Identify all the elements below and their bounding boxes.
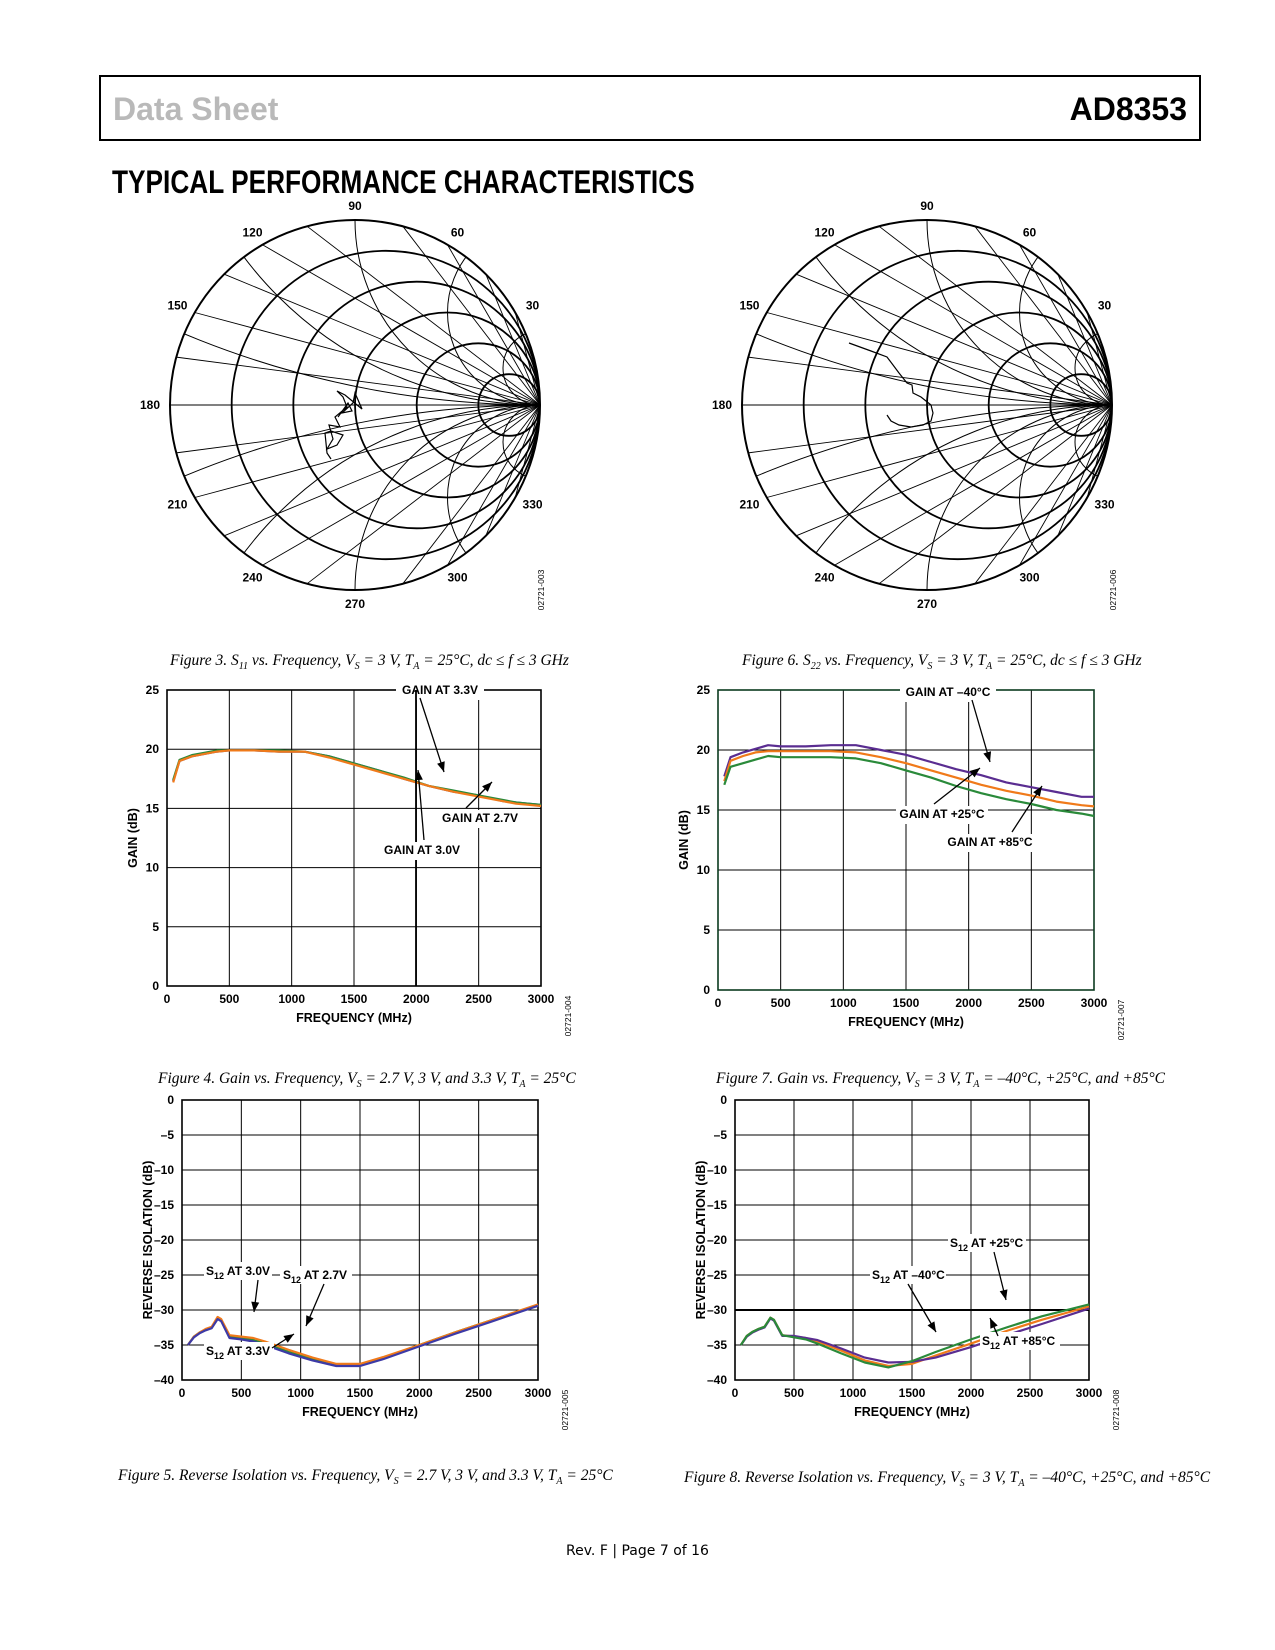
- series-line: [173, 750, 541, 804]
- fig5-caption: Figure 5. Reverse Isolation vs. Frequency, $V_S = 2.7$ V, 3 V, and 3.3 V, $T_A = 25^\circ C$: [118, 1467, 613, 1488]
- x-axis-label: FREQUENCY (MHz): [296, 1011, 412, 1025]
- smith-angle-label: 90: [348, 199, 362, 213]
- figure-code: 02721-004: [563, 995, 573, 1037]
- figure-code: 02721-003: [536, 569, 546, 611]
- x-tick-label: 2500: [465, 992, 493, 1006]
- annotation-gain-p25: GAIN AT +25°C: [899, 807, 985, 821]
- y-tick-label: –20: [706, 1233, 727, 1247]
- annotation-s12-2v7: $S_{12}$ AT 2.7V: [283, 1268, 348, 1285]
- x-tick-label: 1000: [287, 1386, 315, 1400]
- y-tick-label: 5: [703, 923, 710, 937]
- x-tick-label: 2500: [1017, 996, 1045, 1010]
- y-tick-label: –25: [706, 1268, 727, 1282]
- x-tick-label: 3000: [1075, 1386, 1103, 1400]
- y-tick-label: –20: [153, 1233, 174, 1247]
- annotation-gain-3v3: GAIN AT 3.3V: [401, 683, 479, 697]
- annotation-arrow-p25-head: [1000, 1289, 1008, 1300]
- figure-code: 02721-005: [560, 1389, 570, 1431]
- x-axis-label: FREQUENCY (MHz): [848, 1015, 964, 1029]
- x-tick-label: 1500: [340, 992, 368, 1006]
- page-header: [99, 75, 1201, 141]
- x-tick-label: 2500: [465, 1386, 493, 1400]
- y-tick-label: 10: [145, 860, 159, 875]
- fig3-smith-chart: [130, 200, 580, 630]
- y-tick-label: –5: [160, 1128, 174, 1142]
- y-tick-label: 10: [696, 863, 710, 877]
- x-tick-label: 2000: [405, 1386, 433, 1400]
- annotation-arrow-p85-head: [990, 1318, 998, 1329]
- x-axis-label: FREQUENCY (MHz): [854, 1405, 970, 1419]
- annotation-s12-3v3: $S_{12}$ AT 3.3V: [206, 1344, 271, 1361]
- x-tick-label: 0: [163, 992, 171, 1006]
- smith-angle-label: 120: [814, 225, 835, 240]
- annotation-s12-p85: $S_{12}$ AT +85°C: [982, 1334, 1056, 1351]
- y-tick-label: –10: [153, 1163, 174, 1177]
- smith-angle-line: [448, 245, 541, 405]
- fig6-caption: Figure 6. $S_{22}$ vs. Frequency, $V_S = 3$ V, $T_A = 25^\circ C$, dc ≤ f ≤ 3 GHz: [742, 652, 1142, 673]
- annotation-s12-p25: $S_{12}$ AT +25°C: [950, 1236, 1024, 1253]
- smith-angle-label: 150: [739, 298, 760, 313]
- fig6-smith-chart: [702, 200, 1152, 630]
- smith-angle-label: 30: [1097, 298, 1112, 313]
- smith-angle-label: 90: [920, 199, 934, 213]
- smith-angle-label: 210: [739, 497, 760, 512]
- y-tick-label: 0: [720, 1093, 727, 1107]
- y-tick-label: 20: [145, 742, 159, 757]
- x-tick-label: 1500: [892, 996, 920, 1010]
- smith-angle-label: 30: [525, 298, 540, 313]
- x-tick-label: 500: [770, 996, 791, 1010]
- annotation-gain-p85: GAIN AT +85°C: [947, 835, 1033, 849]
- y-tick-label: –35: [706, 1338, 727, 1352]
- y-tick-label: 0: [703, 983, 710, 997]
- x-tick-label: 1500: [898, 1386, 926, 1400]
- series-line: [173, 750, 541, 806]
- x-tick-label: 1000: [839, 1386, 867, 1400]
- smith-angle-label: 150: [167, 298, 188, 313]
- x-tick-label: 3000: [1080, 996, 1108, 1010]
- smith-angle-line: [767, 313, 1112, 406]
- x-tick-label: 2000: [402, 992, 430, 1006]
- smith-angle-label: 270: [344, 597, 366, 611]
- fig3-caption: Figure 3. $S_{11}$ vs. Frequency, $V_S = 3$ V, $T_A = 25^\circ C$, dc ≤ f ≤ 3 GHz: [170, 652, 569, 673]
- annotation-s12-3v0: $S_{12}$ AT 3.0V: [206, 1264, 271, 1281]
- y-tick-label: 0: [152, 979, 159, 993]
- y-tick-label: –5: [713, 1128, 727, 1142]
- y-tick-label: 15: [145, 801, 159, 816]
- smith-angle-line: [748, 405, 1112, 453]
- fig4-caption: Figure 4. Gain vs. Frequency, $V_S = 2.7$ V, 3 V, and 3.3 V, $T_A = 25^\circ C$: [158, 1070, 576, 1091]
- x-tick-label: 0: [714, 996, 722, 1010]
- y-tick-label: –30: [153, 1303, 174, 1317]
- smith-angle-label: 330: [1094, 497, 1115, 512]
- header-part-number: AD8353: [1069, 91, 1187, 127]
- x-tick-label: 1500: [346, 1386, 374, 1400]
- smith-angle-label: 330: [522, 497, 543, 512]
- smith-angle-line: [486, 405, 540, 536]
- x-tick-label: 500: [783, 1386, 805, 1400]
- smith-angle-line: [835, 245, 1113, 405]
- smith-angle-line: [448, 405, 541, 565]
- figure-code: 02721-007: [1116, 999, 1126, 1041]
- y-tick-label: –15: [153, 1198, 174, 1212]
- smith-angle-line: [263, 245, 541, 405]
- section-title: TYPICAL PERFORMANCE CHARACTERISTICS: [112, 164, 695, 200]
- annotation-arrow-3v3-head: [283, 1334, 294, 1343]
- x-tick-label: 0: [731, 1386, 739, 1400]
- smith-angle-label: 240: [814, 570, 835, 585]
- y-axis-label: GAIN (dB): [677, 810, 691, 870]
- annotation-s12-m40: $S_{12}$ AT –40°C: [872, 1268, 945, 1285]
- smith-angle-label: 240: [242, 570, 263, 585]
- smith-angle-line: [263, 405, 541, 565]
- x-tick-label: 1000: [829, 996, 857, 1010]
- y-tick-label: –35: [153, 1338, 174, 1352]
- y-tick-label: –15: [706, 1198, 727, 1212]
- x-tick-label: 500: [231, 1386, 252, 1400]
- annotation-gain-2v7: GAIN AT 2.7V: [441, 811, 519, 825]
- smith-grid: [712, 199, 1115, 611]
- smith-angle-label: 210: [167, 497, 188, 512]
- y-tick-label: 25: [145, 683, 159, 697]
- x-tick-label: 2000: [955, 996, 983, 1010]
- fig7-gain-chart: [677, 680, 1170, 1060]
- smith-angle-label: 120: [242, 225, 263, 240]
- annotation-arrow-p25-head: [970, 768, 980, 777]
- x-tick-label: 500: [219, 992, 240, 1006]
- smith-angle-line: [1058, 405, 1112, 536]
- y-tick-label: –25: [153, 1268, 174, 1282]
- page-footer: Rev. F | Page 7 of 16: [566, 1543, 709, 1559]
- y-tick-label: –40: [153, 1373, 174, 1387]
- x-tick-label: 3000: [527, 992, 555, 1006]
- annotation-gain-m40: GAIN AT –40°C: [905, 685, 991, 699]
- smith-grid: [140, 199, 543, 611]
- smith-angle-label: 300: [1019, 570, 1040, 585]
- smith-angle-label: 180: [711, 398, 733, 412]
- smith-reactance-arc: [742, 0, 1275, 405]
- y-axis-label: GAIN (dB): [126, 808, 140, 868]
- smith-angle-line: [748, 357, 1112, 405]
- smith-angle-line: [1020, 405, 1113, 565]
- y-axis-label: REVERSE ISOLATION (dB): [141, 1160, 155, 1320]
- y-tick-label: 25: [696, 683, 710, 697]
- smith-reactance-arc: [1020, 220, 1205, 405]
- y-tick-label: 15: [696, 803, 710, 817]
- fig8-isolation-chart: [690, 1093, 1170, 1470]
- smith-angle-line: [176, 405, 540, 453]
- annotation-arrow-3v0: [418, 770, 424, 840]
- smith-angle-label: 60: [1022, 225, 1037, 240]
- smith-angle-label: 60: [450, 225, 465, 240]
- x-tick-label: 1000: [278, 992, 306, 1006]
- figure-code: 02721-008: [1111, 1389, 1121, 1431]
- x-tick-label: 3000: [524, 1386, 552, 1400]
- x-tick-label: 2500: [1016, 1386, 1044, 1400]
- smith-angle-line: [195, 405, 540, 498]
- fig7-caption: Figure 7. Gain vs. Frequency, $V_S = 3$ V, $T_A = -40^\circ C$, +25°C, and +85°C: [716, 1070, 1166, 1091]
- x-axis-label: FREQUENCY (MHz): [302, 1405, 418, 1419]
- fig4-gain-chart: [120, 680, 600, 1060]
- y-tick-label: 0: [167, 1093, 174, 1107]
- annotation-arrow-m40-head: [928, 1321, 936, 1332]
- figure-code: 02721-006: [1108, 569, 1118, 611]
- smith-angle-line: [767, 405, 1112, 498]
- y-axis-label: REVERSE ISOLATION (dB): [694, 1160, 708, 1320]
- smith-angle-line: [195, 313, 540, 406]
- y-tick-label: 20: [696, 743, 710, 757]
- smith-angle-line: [486, 274, 540, 405]
- series-line: [724, 751, 1094, 806]
- smith-angle-line: [835, 405, 1113, 565]
- annotation-arrow-3v3: [420, 698, 444, 772]
- fig8-caption: Figure 8. Reverse Isolation vs. Frequency, $V_S = 3$ V, $T_A = -40^\circ C$, +25°C, and +85°C: [684, 1469, 1211, 1490]
- header-doc-type: Data Sheet: [113, 91, 279, 127]
- x-tick-label: 2000: [957, 1386, 985, 1400]
- annotation-gain-3v0: GAIN AT 3.0V: [383, 843, 461, 857]
- smith-reactance-arc: [448, 220, 633, 405]
- fig5-isolation-chart: [120, 1093, 600, 1470]
- smith-angle-line: [1020, 245, 1113, 405]
- smith-angle-label: 270: [916, 597, 938, 611]
- smith-angle-label: 300: [447, 570, 468, 585]
- y-tick-label: 5: [152, 919, 159, 934]
- y-tick-label: –40: [706, 1373, 727, 1387]
- smith-angle-line: [176, 357, 540, 405]
- annotation-arrow-2v7-head: [306, 1315, 314, 1326]
- y-tick-label: –10: [706, 1163, 727, 1177]
- x-tick-label: 0: [178, 1386, 186, 1400]
- y-tick-label: –30: [706, 1303, 727, 1317]
- smith-angle-label: 180: [139, 398, 161, 412]
- smith-angle-line: [1058, 274, 1112, 405]
- annotation-arrow-3v3-head: [437, 761, 445, 772]
- annotation-arrow-m40-head: [983, 751, 991, 762]
